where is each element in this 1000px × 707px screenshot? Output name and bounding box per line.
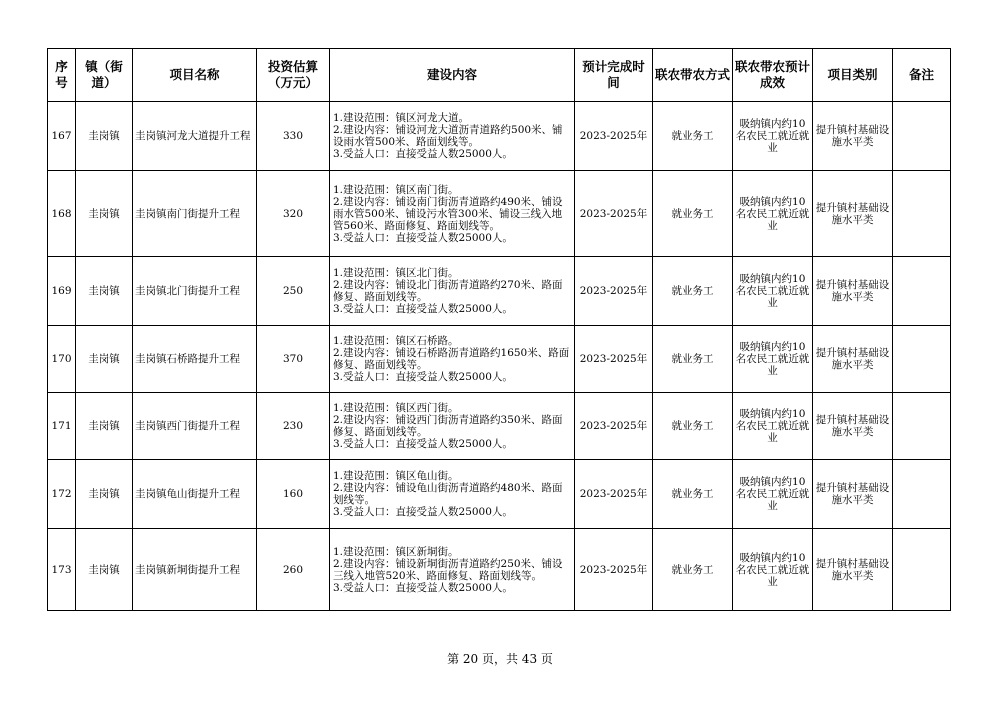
content-line: 1.建设范围：镇区西门街。	[333, 402, 459, 414]
completion-time: 2023-2025年	[575, 393, 653, 460]
project-category: 提升镇村基础设施水平类	[813, 460, 893, 529]
table-row	[48, 326, 951, 393]
investment-cell: 260	[257, 529, 330, 611]
expected-effect: 吸纳镇内约10名农民工就近就业	[733, 326, 813, 393]
remark-cell	[893, 529, 951, 611]
farmer-link-mode: 就业务工	[653, 257, 733, 326]
header-cell-name: 项目名称	[133, 49, 257, 102]
content-cell	[330, 393, 575, 460]
remark-cell	[893, 257, 951, 326]
header-cell-town: 镇（街道）	[76, 49, 133, 102]
table-row	[48, 529, 951, 611]
investment-cell: 160	[257, 460, 330, 529]
expected-effect: 吸纳镇内约10名农民工就近就业	[733, 460, 813, 529]
row-number: 170	[48, 326, 76, 393]
row-number: 167	[48, 102, 76, 171]
header-cell-content: 建设内容	[330, 49, 575, 102]
content-line: 3.受益人口：直接受益人数25000人。	[333, 581, 513, 594]
investment-cell: 230	[257, 393, 330, 460]
investment-cell: 320	[257, 171, 330, 257]
farmer-link-mode: 就业务工	[653, 529, 733, 611]
table-body	[48, 102, 951, 611]
project-table	[47, 48, 951, 611]
farmer-link-mode: 就业务工	[653, 102, 733, 171]
table-row	[48, 460, 951, 529]
header-cell-time: 预计完成时间	[575, 49, 653, 102]
header-cell-remark: 备注	[893, 49, 951, 102]
town-cell: 圭岗镇	[76, 257, 133, 326]
completion-time: 2023-2025年	[575, 529, 653, 611]
project-category: 提升镇村基础设施水平类	[813, 102, 893, 171]
content-line: 2.建设内容：铺设石桥路沥青道路约1650米、路面修复、路面划线等。	[333, 347, 570, 371]
content-line: 3.受益人口：直接受益人数25000人。	[333, 231, 513, 244]
expected-effect: 吸纳镇内约10名农民工就近就业	[733, 171, 813, 257]
row-number: 171	[48, 393, 76, 460]
remark-cell	[893, 171, 951, 257]
project-category: 提升镇村基础设施水平类	[813, 257, 893, 326]
investment-cell: 250	[257, 257, 330, 326]
project-category: 提升镇村基础设施水平类	[813, 393, 893, 460]
remark-cell	[893, 460, 951, 529]
table-row	[48, 257, 951, 326]
content-line: 1.建设范围：镇区河龙大道。	[333, 112, 470, 124]
table-row	[48, 102, 951, 171]
content-cell	[330, 257, 575, 326]
content-cell	[330, 326, 575, 393]
town-cell: 圭岗镇	[76, 460, 133, 529]
town-cell: 圭岗镇	[76, 326, 133, 393]
row-number: 168	[48, 171, 76, 257]
content-cell	[330, 529, 575, 611]
content-cell	[330, 171, 575, 257]
farmer-link-mode: 就业务工	[653, 171, 733, 257]
completion-time: 2023-2025年	[575, 460, 653, 529]
content-line: 2.建设内容：铺设西门街沥青道路约350米、路面修复、路面划线等。	[333, 414, 563, 438]
content-line: 1.建设范围：镇区南门街。	[333, 183, 459, 196]
table-row	[48, 393, 951, 460]
header-cell-mode: 联农带农方式	[653, 49, 733, 102]
expected-effect: 吸纳镇内约10名农民工就近就业	[733, 257, 813, 326]
content-line: 3.受益人口：直接受益人数25000人。	[333, 506, 513, 518]
farmer-link-mode: 就业务工	[653, 460, 733, 529]
farmer-link-mode: 就业务工	[653, 326, 733, 393]
content-line: 2.建设内容：铺设南门街沥青道路约490米、铺设雨水管500米、铺设污水管300米、铺设三线入地管560米、路面修复、路面划线等。	[333, 195, 563, 232]
row-number: 172	[48, 460, 76, 529]
town-cell: 圭岗镇	[76, 171, 133, 257]
content-line: 1.建设范围：镇区龟山街。	[333, 470, 459, 482]
header-cell-invest: 投资估算（万元）	[257, 49, 330, 102]
project-name: 圭岗镇石桥路提升工程	[133, 326, 257, 393]
project-name: 圭岗镇北门街提升工程	[133, 257, 257, 326]
content-line: 2.建设内容：铺设龟山街沥青道路约480米、路面划线等。	[333, 482, 563, 506]
completion-time: 2023-2025年	[575, 102, 653, 171]
town-cell: 圭岗镇	[76, 102, 133, 171]
investment-cell: 330	[257, 102, 330, 171]
project-name: 圭岗镇龟山街提升工程	[133, 460, 257, 529]
project-name: 圭岗镇新垌街提升工程	[133, 529, 257, 611]
project-name: 圭岗镇河龙大道提升工程	[133, 102, 257, 171]
expected-effect: 吸纳镇内约10名农民工就近就业	[733, 102, 813, 171]
table-row	[48, 171, 951, 257]
content-cell	[330, 102, 575, 171]
content-line: 2.建设内容：铺设河龙大道沥青道路约500米、铺设雨水管500米、路面划线等。	[333, 124, 563, 148]
investment-cell: 370	[257, 326, 330, 393]
town-cell: 圭岗镇	[76, 393, 133, 460]
content-line: 3.受益人口：直接受益人数25000人。	[333, 148, 513, 160]
farmer-link-mode: 就业务工	[653, 393, 733, 460]
content-line: 1.建设范围：镇区石桥路。	[333, 335, 459, 347]
content-line: 3.受益人口：直接受益人数25000人。	[333, 438, 513, 450]
row-number: 173	[48, 529, 76, 611]
header-cell-no: 序号	[48, 49, 76, 102]
content-cell	[330, 460, 575, 529]
content-line: 3.受益人口：直接受益人数25000人。	[333, 371, 513, 383]
remark-cell	[893, 102, 951, 171]
content-line: 2.建设内容：铺设北门街沥青道路约270米、路面修复、路面划线等。	[333, 279, 563, 303]
completion-time: 2023-2025年	[575, 171, 653, 257]
project-category: 提升镇村基础设施水平类	[813, 326, 893, 393]
expected-effect: 吸纳镇内约10名农民工就近就业	[733, 529, 813, 611]
project-name: 圭岗镇南门街提升工程	[133, 171, 257, 257]
remark-cell	[893, 326, 951, 393]
town-cell: 圭岗镇	[76, 529, 133, 611]
remark-cell	[893, 393, 951, 460]
completion-time: 2023-2025年	[575, 326, 653, 393]
project-category: 提升镇村基础设施水平类	[813, 529, 893, 611]
page-footer: 第 20 页，共 43 页	[447, 652, 553, 666]
header-row	[48, 49, 951, 102]
header-cell-effect: 联农带农预计成效	[733, 49, 813, 102]
content-line: 2.建设内容：铺设新垌街沥青道路约250米、铺设三线入地管520米、路面修复、路面划线等。	[333, 557, 563, 582]
completion-time: 2023-2025年	[575, 257, 653, 326]
expected-effect: 吸纳镇内约10名农民工就近就业	[733, 393, 813, 460]
content-line: 1.建设范围：镇区新垌街。	[333, 545, 459, 558]
row-number: 169	[48, 257, 76, 326]
content-line: 3.受益人口：直接受益人数25000人。	[333, 303, 513, 315]
content-line: 1.建设范围：镇区北门街。	[333, 267, 459, 279]
project-name: 圭岗镇西门街提升工程	[133, 393, 257, 460]
project-category: 提升镇村基础设施水平类	[813, 171, 893, 257]
header-cell-category: 项目类别	[813, 49, 893, 102]
